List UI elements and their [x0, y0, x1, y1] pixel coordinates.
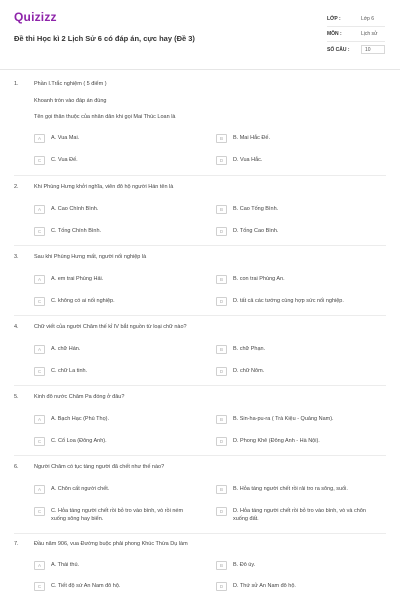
option-label: C. không có ai nối nghiệp.	[51, 298, 115, 304]
option-letter-badge: A	[34, 561, 45, 570]
option-letter-badge: C	[34, 507, 45, 516]
option-letter-badge: A	[34, 205, 45, 214]
meta-mon-label: MÔN :	[327, 31, 342, 37]
option-label: C. Hỏa táng người chết rồi bỏ tro vào bình, vò rồi ném xuống sông hay biển.	[51, 508, 184, 522]
question-divider	[14, 245, 386, 246]
option-label: B. Mai Hắc Đế.	[233, 135, 270, 141]
meta-lop-label: LỚP :	[327, 16, 341, 22]
option-label: B. Sin-ha-pu-ra ( Trà Kiệu - Quảng Nam).	[233, 416, 334, 422]
option-letter-badge: C	[34, 582, 45, 591]
question-text: Chữ viết của người Chăm thế kỉ IV bắt nguồn từ loại chữ nào?	[34, 324, 187, 330]
option-label: C. Vua Đế.	[51, 157, 78, 163]
question-number: 6.	[14, 464, 19, 470]
option-letter-badge: C	[34, 437, 45, 446]
worksheet-title: Đề thi Học kì 2 Lịch Sử 6 có đáp án, cực hay (Đề 3)	[14, 34, 195, 43]
option-label: A. Chôn cất người chết.	[51, 486, 110, 492]
option-letter-badge: B	[216, 205, 227, 214]
option-letter-badge: B	[216, 561, 227, 570]
question-divider	[14, 315, 386, 316]
option-letter-badge: D	[216, 156, 227, 165]
option-label: B. Hỏa táng người chết rồi rải tro ra sông, suối.	[233, 486, 348, 492]
option-label: C. Tiết độ sứ An Nam đô hộ.	[51, 583, 121, 589]
option-letter-badge: C	[34, 227, 45, 236]
option-label: D. Phong Khê (Đông Anh - Hà Nội).	[233, 438, 320, 444]
option-label: D. Thứ sử An Nam đô hộ.	[233, 583, 296, 589]
option-label: D. Hỏa táng người chết rồi bỏ tro vào bình, vò và chôn xuống đất.	[233, 508, 366, 522]
question-text: Khoanh tròn vào đáp án đúng	[34, 98, 107, 104]
worksheet-header	[0, 0, 400, 70]
meta-divider	[327, 26, 385, 27]
option-label: A. Vua Mai.	[51, 135, 80, 141]
option-label: B. chữ Phạn.	[233, 346, 266, 352]
option-label: D. Vua Hắc.	[233, 157, 263, 163]
meta-lop-value: Lớp 6	[361, 16, 375, 22]
option-letter-badge: B	[216, 415, 227, 424]
question-text: Phần I.Trắc nghiệm ( 5 điểm )	[34, 81, 107, 87]
question-text: Người Chăm có tục táng người đã chết như thế nào?	[34, 464, 165, 470]
option-letter-badge: B	[216, 485, 227, 494]
option-letter-badge: C	[34, 156, 45, 165]
option-label: D. chữ Nôm.	[233, 368, 265, 374]
question-text: Khi Phùng Hưng khởi nghĩa, viên đô hộ người Hán tên là	[34, 184, 174, 190]
meta-mon-value: Lịch sử	[361, 31, 378, 37]
option-letter-badge: B	[216, 345, 227, 354]
meta-socau-value: 10	[365, 47, 371, 53]
meta-divider	[327, 41, 385, 42]
option-letter-badge: D	[216, 437, 227, 446]
option-label: A. Thái thú.	[51, 562, 80, 568]
option-letter-badge: C	[34, 297, 45, 306]
option-letter-badge: D	[216, 582, 227, 591]
option-letter-badge: A	[34, 134, 45, 143]
option-label: A. Bạch Hạc (Phú Thọ).	[51, 416, 109, 422]
option-label: C. chữ La tinh.	[51, 368, 88, 374]
question-divider	[14, 385, 386, 386]
option-label: B. con trai Phùng An.	[233, 276, 285, 282]
question-number: 1.	[14, 81, 19, 87]
quizizz-logo[interactable]: Quizizz	[14, 10, 57, 24]
option-label: D. tất cả các tướng cùng hợp sức nối nghiệp.	[233, 298, 344, 304]
option-label: A. em trai Phùng Hải.	[51, 276, 104, 282]
question-divider	[14, 175, 386, 176]
question-number: 7.	[14, 541, 19, 547]
question-number: 3.	[14, 254, 19, 260]
question-divider	[14, 533, 386, 534]
question-number: 5.	[14, 394, 19, 400]
option-letter-badge: D	[216, 297, 227, 306]
question-text: Tên gọi thân thuộc của nhân dân khi gọi Mai Thúc Loan là	[34, 114, 176, 120]
option-label: C. Tống Chính Bình.	[51, 228, 102, 234]
option-label: B. Đô úy.	[233, 562, 256, 568]
option-letter-badge: A	[34, 345, 45, 354]
question-text: Kinh đô nước Chăm Pa đóng ở đâu?	[34, 394, 125, 400]
option-letter-badge: A	[34, 275, 45, 284]
option-label: B. Cao Tống Bình.	[233, 206, 279, 212]
option-label: C. Cổ Loa (Đông Anh).	[51, 438, 107, 444]
question-text: Đầu năm 906, vua Đường buộc phải phong Khúc Thừa Dụ làm	[34, 541, 188, 547]
question-divider	[14, 455, 386, 456]
option-label: A. chữ Hán.	[51, 346, 81, 352]
option-letter-badge: A	[34, 415, 45, 424]
option-letter-badge: B	[216, 134, 227, 143]
question-text: Sau khi Phùng Hưng mất, người nối nghiệp là	[34, 254, 147, 260]
option-label: D. Tống Cao Bình.	[233, 228, 279, 234]
option-letter-badge: D	[216, 227, 227, 236]
option-label: A. Cao Chính Bình.	[51, 206, 99, 212]
option-letter-badge: C	[34, 367, 45, 376]
option-letter-badge: A	[34, 485, 45, 494]
question-number: 4.	[14, 324, 19, 330]
option-letter-badge: B	[216, 275, 227, 284]
option-letter-badge: D	[216, 507, 227, 516]
meta-socau-label: SỐ CÂU :	[327, 47, 350, 53]
question-number: 2.	[14, 184, 19, 190]
option-letter-badge: D	[216, 367, 227, 376]
